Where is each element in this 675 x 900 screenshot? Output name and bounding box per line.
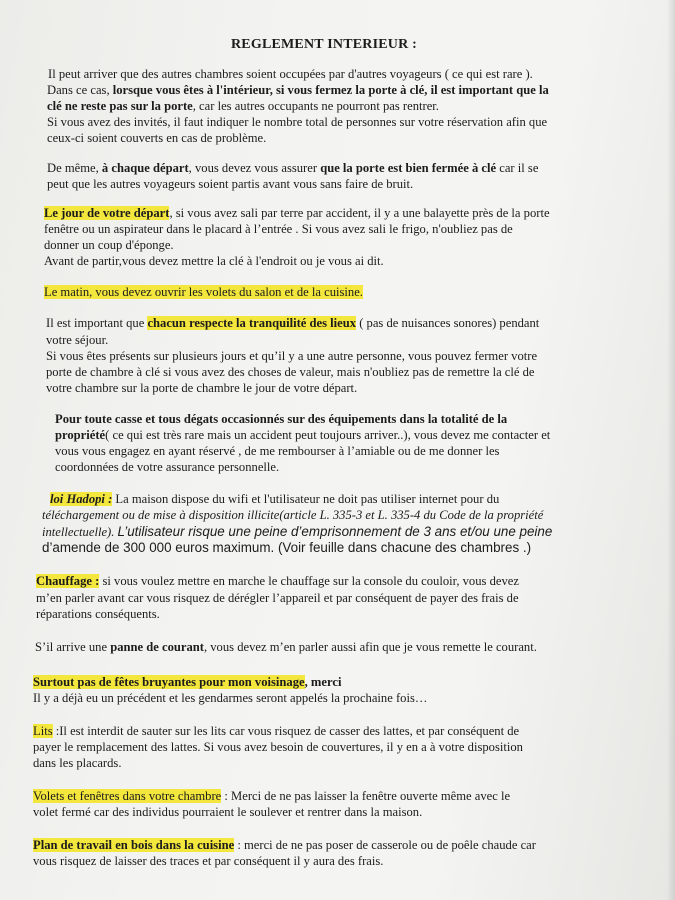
text-line: peut que les autres voyageurs soient partis avant vous sans faire de bruit. <box>47 177 414 191</box>
highlight: Volets et fenêtres dans votre chambre <box>33 789 222 803</box>
text-line: Dans ce cas, lorsque vous êtes à l'intérieur, si vous fermez la porte à clé, il est important que la <box>47 83 549 97</box>
text-line: Plan de travail en bois dans la cuisine : merci de ne pas poser de casserole ou de poêle chaude car <box>33 838 536 852</box>
text-line: Surtout pas de fêtes bruyantes pour mon voisinage, merci <box>33 675 342 689</box>
highlight: loi Hadopi : <box>50 492 113 506</box>
text-line: payer le remplacement des lattes. Si vous avez besoin de couvertures, il y en a à votre disposition <box>33 740 523 754</box>
page-edge-shadow <box>667 0 675 900</box>
text-line: Chauffage : si vous voulez mettre en marche le chauffage sur la console du couloir, vous devez <box>36 574 519 588</box>
text-line: volet fermé car des individus pourraient le soulever et rentrer dans la maison. <box>33 805 423 819</box>
highlight: Chauffage : <box>36 574 100 588</box>
text-line: Avant de partir,vous devez mettre la clé à l'endroit ou je vous ai dit. <box>44 254 384 268</box>
document-title: REGLEMENT INTERIEUR : <box>231 37 417 52</box>
text-line: dans les placards. <box>33 756 122 770</box>
text-line: vous risquez de laisser des traces et par conséquent il y aura des frais. <box>33 854 384 868</box>
text-line: Il est important que chacun respecte la tranquilité des lieux ( pas de nuisances sonores) pendant <box>46 316 540 330</box>
highlight: Plan de travail en bois dans la cuisine <box>33 838 235 852</box>
highlight: chacun respecte la tranquilité des lieux <box>147 316 357 330</box>
highlight: Le jour de votre départ <box>44 206 170 220</box>
text-line: porte de chambre à clé si vous avez des choses de valeur, mais n'oubliez pas de remettre la clé de <box>46 365 535 379</box>
highlight: Lits <box>33 724 53 738</box>
text-line: fenêtre ou un aspirateur dans le placard à l’entrée . Si vous avez sali le frigo, n'oubliez pas de <box>44 222 513 236</box>
text-line: votre chambre sur la porte de chambre le jour de votre départ. <box>46 381 358 395</box>
text-line: votre séjour. <box>46 333 109 347</box>
highlight: Le matin, vous devez ouvrir les volets du salon et de la cuisine. <box>44 285 363 299</box>
text-line <box>44 285 363 301</box>
text-line: Pour toute casse et tous dégats occasionnés sur des équipements dans la totalité de la <box>55 412 508 426</box>
text-line: Il y a déjà eu un précédent et les gendarmes seront appelés la prochaine fois… <box>33 691 428 705</box>
text-line: m’en parler avant car vous risquez de dérégler l’appareil et par conséquent de payer des frais de <box>36 591 519 605</box>
text-line: propriété( ce qui est très rare mais un accident peut toujours arriver..), vous devez me contacter et <box>55 428 551 442</box>
text-line: vous vous engagez en ayant réservé , de me rembourser à l’amiable ou de me donner les <box>55 444 500 458</box>
text-line: d’amende de 300 000 euros maximum. (Voir feuille dans chacune des chambres .) <box>42 540 532 555</box>
text-line: coordonnées de votre assurance personnelle. <box>55 460 280 474</box>
text-line: Si vous êtes présents sur plusieurs jours et qu’il y a une autre personne, vous pouvez fermer votre <box>46 349 538 363</box>
text-line: réparations conséquents. <box>36 607 160 621</box>
text-line: loi Hadopi : La maison dispose du wifi et l'utilisateur ne doit pas utiliser internet pour du <box>50 492 500 506</box>
text-line: intellectuelle). L’utilisateur risque une peine d’emprisonnement de 3 ans et/ou une peine <box>42 524 553 539</box>
text-line: Le jour de votre départ, si vous avez sali par terre par accident, il y a une balayette près de la porte <box>44 206 550 220</box>
text-line: ceux-ci soient couverts en cas de problème. <box>47 131 267 145</box>
text-line: Si vous avez des invités, il faut indiquer le nombre total de personnes sur votre réservation afin que <box>47 115 548 129</box>
text-line: Il peut arriver que des autres chambres soient occupées par d'autres voyageurs ( ce qui est rare ). <box>48 67 533 81</box>
text-line: Volets et fenêtres dans votre chambre : Merci de ne pas laisser la fenêtre ouverte même avec le <box>33 789 511 803</box>
text-line: De même, à chaque départ, vous devez vous assurer que la porte est bien fermée à clé car il se <box>47 161 539 175</box>
text-line: donner un coup d'éponge. <box>44 238 174 252</box>
text-line: téléchargement ou de mise à disposition illicite(article L. 335-3 et L. 335-4 du Code de la propriété <box>42 508 544 522</box>
text-line: clé ne reste pas sur la porte, car les autres occupants ne pourront pas rentrer. <box>47 99 439 113</box>
highlight: Surtout pas de fêtes bruyantes pour mon voisinage <box>33 675 305 689</box>
text-line: S’il arrive une panne de courant, vous devez m’en parler aussi afin que je vous remette le courant. <box>35 640 537 654</box>
text-line: Lits :Il est interdit de sauter sur les lits car vous risquez de casser des lattes, et par conséquent de <box>33 724 520 738</box>
